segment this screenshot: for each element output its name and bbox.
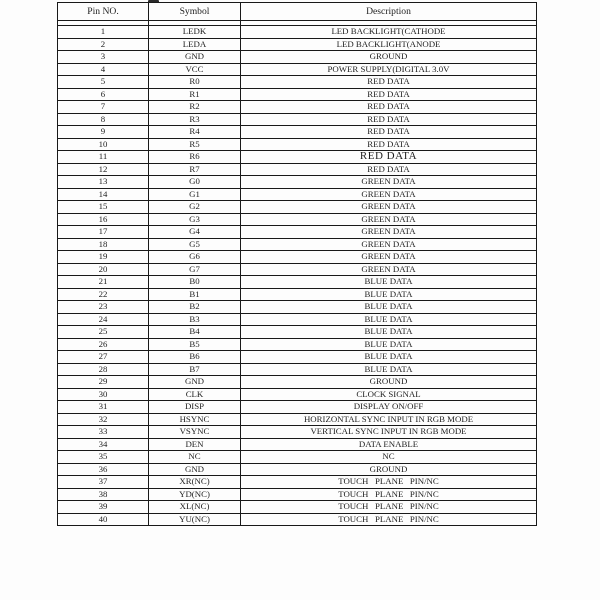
table-row bbox=[58, 113, 537, 126]
pin-number-cell: 3 bbox=[58, 51, 149, 64]
pin-number-cell: 7 bbox=[58, 101, 149, 114]
description-cell: TOUCH PLANE PIN/NC bbox=[241, 501, 537, 514]
description-cell: NC bbox=[241, 451, 537, 464]
table-row bbox=[58, 313, 537, 326]
pin-number-cell: 38 bbox=[58, 488, 149, 501]
description-cell: TOUCH PLANE PIN/NC bbox=[241, 513, 537, 526]
symbol-cell: R7 bbox=[149, 163, 241, 176]
description-cell: GREEN DATA bbox=[241, 251, 537, 264]
table-header bbox=[58, 3, 537, 21]
table-row bbox=[58, 163, 537, 176]
table-row bbox=[58, 38, 537, 51]
pin-number-cell: 29 bbox=[58, 376, 149, 389]
table-row bbox=[58, 513, 537, 526]
symbol-cell: R5 bbox=[149, 138, 241, 151]
header-symbol: Symbol bbox=[149, 3, 241, 21]
header-pin-no: Pin NO. bbox=[58, 3, 149, 21]
description-cell: BLUE DATA bbox=[241, 313, 537, 326]
pin-number-cell: 30 bbox=[58, 388, 149, 401]
description-cell: VERTICAL SYNC INPUT IN RGB MODE bbox=[241, 426, 537, 439]
symbol-cell: B0 bbox=[149, 276, 241, 289]
table-row bbox=[58, 26, 537, 39]
table-row bbox=[58, 301, 537, 314]
table-row bbox=[58, 488, 537, 501]
description-cell: RED DATA bbox=[241, 138, 537, 151]
description-cell: RED DATA bbox=[241, 101, 537, 114]
table-row bbox=[58, 63, 537, 76]
description-cell: GREEN DATA bbox=[241, 263, 537, 276]
pin-number-cell: 5 bbox=[58, 76, 149, 89]
symbol-cell: R2 bbox=[149, 101, 241, 114]
symbol-cell: YD(NC) bbox=[149, 488, 241, 501]
pin-number-cell: 14 bbox=[58, 188, 149, 201]
description-cell: POWER SUPPLY(DIGITAL 3.0V bbox=[241, 63, 537, 76]
symbol-cell: G6 bbox=[149, 251, 241, 264]
symbol-cell: LEDK bbox=[149, 26, 241, 39]
symbol-cell: B5 bbox=[149, 338, 241, 351]
symbol-cell: R3 bbox=[149, 113, 241, 126]
table-row bbox=[58, 276, 537, 289]
symbol-cell: R4 bbox=[149, 126, 241, 139]
table-row bbox=[58, 426, 537, 439]
table-row bbox=[58, 501, 537, 514]
table-row bbox=[58, 151, 537, 164]
pin-number-cell: 19 bbox=[58, 251, 149, 264]
symbol-cell: G4 bbox=[149, 226, 241, 239]
description-cell: BLUE DATA bbox=[241, 338, 537, 351]
pin-number-cell: 20 bbox=[58, 263, 149, 276]
symbol-cell: HSYNC bbox=[149, 413, 241, 426]
description-cell: BLUE DATA bbox=[241, 326, 537, 339]
table-row bbox=[58, 326, 537, 339]
table-row bbox=[58, 288, 537, 301]
pin-number-cell: 18 bbox=[58, 238, 149, 251]
description-cell: CLOCK SIGNAL bbox=[241, 388, 537, 401]
symbol-cell: R1 bbox=[149, 88, 241, 101]
table-body bbox=[58, 21, 537, 526]
description-cell: GROUND bbox=[241, 376, 537, 389]
table-row bbox=[58, 388, 537, 401]
pin-number-cell: 35 bbox=[58, 451, 149, 464]
table-row bbox=[58, 76, 537, 89]
table-row bbox=[58, 351, 537, 364]
symbol-cell: LEDA bbox=[149, 38, 241, 51]
pin-number-cell: 25 bbox=[58, 326, 149, 339]
symbol-cell: R0 bbox=[149, 76, 241, 89]
symbol-cell: VCC bbox=[149, 63, 241, 76]
pin-number-cell: 13 bbox=[58, 176, 149, 189]
symbol-cell: B3 bbox=[149, 313, 241, 326]
pin-number-cell: 4 bbox=[58, 63, 149, 76]
description-cell: BLUE DATA bbox=[241, 276, 537, 289]
symbol-cell: R6 bbox=[149, 151, 241, 164]
pin-number-cell: 6 bbox=[58, 88, 149, 101]
description-cell: RED DATA bbox=[241, 126, 537, 139]
table-row bbox=[58, 201, 537, 214]
pin-number-cell: 9 bbox=[58, 126, 149, 139]
pin-number-cell: 31 bbox=[58, 401, 149, 414]
symbol-cell: DISP bbox=[149, 401, 241, 414]
symbol-cell: G5 bbox=[149, 238, 241, 251]
pin-number-cell: 37 bbox=[58, 476, 149, 489]
table-row bbox=[58, 438, 537, 451]
description-cell: TOUCH PLANE PIN/NC bbox=[241, 476, 537, 489]
symbol-cell: GND bbox=[149, 463, 241, 476]
description-cell: DATA ENABLE bbox=[241, 438, 537, 451]
table-row bbox=[58, 188, 537, 201]
description-cell: RED DATA bbox=[241, 88, 537, 101]
symbol-cell: GND bbox=[149, 376, 241, 389]
table-row bbox=[58, 251, 537, 264]
description-cell: LED BACKLIGHT(ANODE bbox=[241, 38, 537, 51]
table-row bbox=[58, 101, 537, 114]
symbol-cell: B4 bbox=[149, 326, 241, 339]
table-row bbox=[58, 401, 537, 414]
table-row bbox=[58, 338, 537, 351]
description-cell: GREEN DATA bbox=[241, 188, 537, 201]
pin-number-cell: 8 bbox=[58, 113, 149, 126]
pin-number-cell: 1 bbox=[58, 26, 149, 39]
symbol-cell: XL(NC) bbox=[149, 501, 241, 514]
pin-number-cell: 10 bbox=[58, 138, 149, 151]
description-cell: GREEN DATA bbox=[241, 226, 537, 239]
table-row bbox=[58, 413, 537, 426]
description-cell: RED DATA bbox=[241, 113, 537, 126]
description-cell: GROUND bbox=[241, 463, 537, 476]
symbol-cell: G0 bbox=[149, 176, 241, 189]
pin-assignment-table bbox=[57, 2, 537, 526]
description-cell: GROUND bbox=[241, 51, 537, 64]
table-row bbox=[58, 363, 537, 376]
pin-number-cell: 21 bbox=[58, 276, 149, 289]
table-row bbox=[58, 213, 537, 226]
description-cell: HORIZONTAL SYNC INPUT IN RGB MODE bbox=[241, 413, 537, 426]
table-row bbox=[58, 463, 537, 476]
pin-number-cell: 23 bbox=[58, 301, 149, 314]
pin-number-cell: 22 bbox=[58, 288, 149, 301]
description-cell: GREEN DATA bbox=[241, 176, 537, 189]
table-row bbox=[58, 176, 537, 189]
description-cell: GREEN DATA bbox=[241, 238, 537, 251]
table-row bbox=[58, 238, 537, 251]
symbol-cell: B7 bbox=[149, 363, 241, 376]
pin-number-cell: 16 bbox=[58, 213, 149, 226]
table-row bbox=[58, 263, 537, 276]
symbol-cell: G7 bbox=[149, 263, 241, 276]
table-row bbox=[58, 88, 537, 101]
symbol-cell: CLK bbox=[149, 388, 241, 401]
symbol-cell: VSYNC bbox=[149, 426, 241, 439]
description-cell: GREEN DATA bbox=[241, 201, 537, 214]
description-cell: RED DATA bbox=[241, 163, 537, 176]
pin-number-cell: 32 bbox=[58, 413, 149, 426]
pin-number-cell: 24 bbox=[58, 313, 149, 326]
symbol-cell: G1 bbox=[149, 188, 241, 201]
symbol-cell: B1 bbox=[149, 288, 241, 301]
description-cell: GREEN DATA bbox=[241, 213, 537, 226]
symbol-cell: B2 bbox=[149, 301, 241, 314]
table-row bbox=[58, 51, 537, 64]
table-row bbox=[58, 476, 537, 489]
header-description: Description bbox=[241, 3, 537, 21]
pin-number-cell: 15 bbox=[58, 201, 149, 214]
table-row bbox=[58, 376, 537, 389]
pin-number-cell: 11 bbox=[58, 151, 149, 164]
table-row bbox=[58, 138, 537, 151]
description-cell: BLUE DATA bbox=[241, 363, 537, 376]
symbol-cell: XR(NC) bbox=[149, 476, 241, 489]
description-cell: LED BACKLIGHT(CATHODE bbox=[241, 26, 537, 39]
symbol-cell: G3 bbox=[149, 213, 241, 226]
symbol-cell: B6 bbox=[149, 351, 241, 364]
description-cell: BLUE DATA bbox=[241, 301, 537, 314]
description-cell: DISPLAY ON/OFF bbox=[241, 401, 537, 414]
pin-number-cell: 39 bbox=[58, 501, 149, 514]
pin-number-cell: 33 bbox=[58, 426, 149, 439]
pin-number-cell: 36 bbox=[58, 463, 149, 476]
pin-number-cell: 27 bbox=[58, 351, 149, 364]
symbol-cell: YU(NC) bbox=[149, 513, 241, 526]
pin-number-cell: 40 bbox=[58, 513, 149, 526]
description-cell: RED DATA bbox=[241, 151, 537, 164]
pin-number-cell: 2 bbox=[58, 38, 149, 51]
table-row bbox=[58, 226, 537, 239]
description-cell: BLUE DATA bbox=[241, 288, 537, 301]
pin-number-cell: 34 bbox=[58, 438, 149, 451]
table-row bbox=[58, 126, 537, 139]
symbol-cell: G2 bbox=[149, 201, 241, 214]
symbol-cell: NC bbox=[149, 451, 241, 464]
description-cell: RED DATA bbox=[241, 76, 537, 89]
pin-number-cell: 28 bbox=[58, 363, 149, 376]
header-row bbox=[58, 3, 537, 21]
symbol-cell: GND bbox=[149, 51, 241, 64]
pin-number-cell: 17 bbox=[58, 226, 149, 239]
table-row bbox=[58, 451, 537, 464]
description-cell: BLUE DATA bbox=[241, 351, 537, 364]
symbol-cell: DEN bbox=[149, 438, 241, 451]
pin-number-cell: 12 bbox=[58, 163, 149, 176]
description-cell: TOUCH PLANE PIN/NC bbox=[241, 488, 537, 501]
pin-number-cell: 26 bbox=[58, 338, 149, 351]
